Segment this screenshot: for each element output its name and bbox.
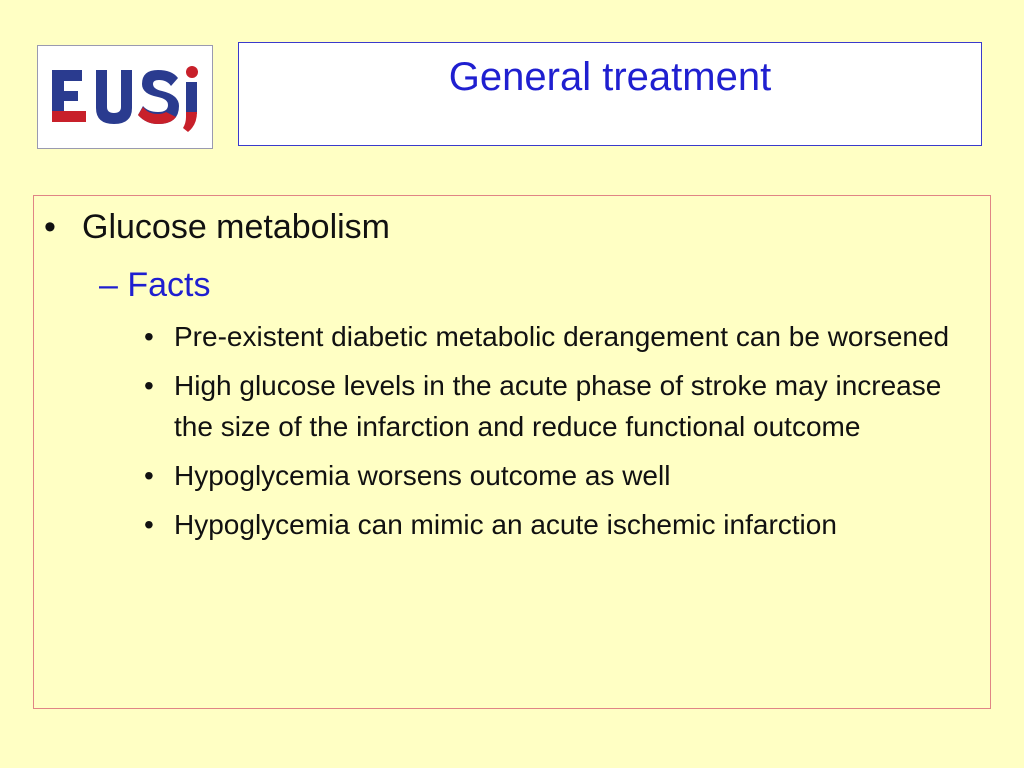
- content-box: [33, 195, 991, 709]
- bullet-level3-text: Pre-existent diabetic metabolic derangement can be worsened: [174, 321, 950, 352]
- bullet-level1-text: Glucose metabolism: [82, 208, 391, 246]
- dash-marker: –: [99, 266, 118, 304]
- eusi-logo-graphic: [38, 46, 212, 148]
- title-box: [238, 42, 982, 146]
- bullet-level3-item: [144, 455, 984, 496]
- bullet-level1: [44, 208, 390, 247]
- bullet-level3-text: High glucose levels in the acute phase of stroke may increase the size of the infarction and reduce functional outcome: [174, 370, 942, 442]
- bullet-level3-item: [144, 316, 984, 357]
- bullet-marker: •: [144, 321, 154, 352]
- bullet-marker: •: [144, 460, 154, 491]
- bullet-level3-text: Hypoglycemia can mimic an acute ischemic infarction: [174, 509, 837, 540]
- bullet-level3-item: [144, 365, 984, 447]
- bullet-level3-text: Hypoglycemia worsens outcome as well: [174, 460, 671, 491]
- eusi-logo: [37, 45, 213, 149]
- bullet-marker: •: [44, 208, 56, 246]
- bullet-marker: •: [144, 370, 154, 401]
- bullet-level2: [99, 266, 211, 305]
- slide-title: General treatment: [448, 55, 772, 99]
- bullet-marker: •: [144, 509, 154, 540]
- bullet-level3-item: [144, 504, 984, 545]
- bullet-level3-list: [144, 316, 984, 553]
- bullet-level2-text: Facts: [127, 266, 211, 304]
